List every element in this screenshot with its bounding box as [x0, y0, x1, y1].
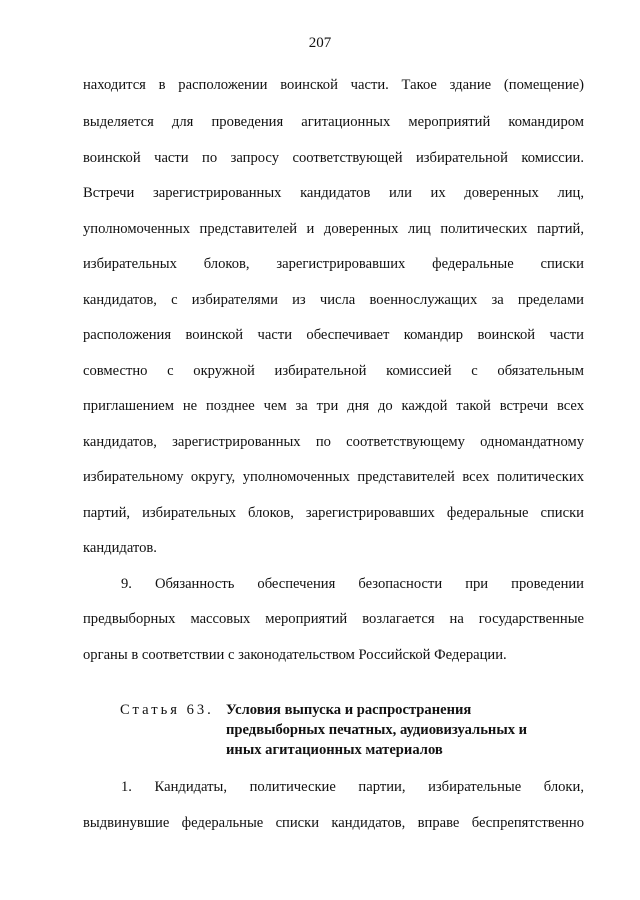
article-title-line: Условия выпуска и распространения [226, 702, 472, 718]
text-line: уполномоченных представителей и доверенных лиц политических партий, [83, 221, 584, 237]
text-line: предвыборных массовых мероприятий возлагается на государственные [83, 611, 584, 627]
text-line: органы в соответствии с законодательством Российской Федерации. [83, 647, 507, 663]
article-title-line: иных агитационных материалов [226, 742, 443, 758]
text-line: приглашением не позднее чем за три дня до каждой такой встречи всех [83, 398, 584, 414]
text-line: кандидатов. [83, 540, 157, 556]
page-number: 207 [308, 35, 332, 51]
text-line: воинской части по запросу соответствующей избирательной комиссии. [83, 150, 584, 166]
text-line: избирательному округу, уполномоченных представителей всех политических [83, 469, 584, 485]
text-line: выдвинувшие федеральные списки кандидатов, вправе беспрепятственно [83, 815, 584, 831]
article-title-line: предвыборных печатных, аудиовизуальных и [226, 722, 528, 738]
text-line: кандидатов, с избирателями из числа военнослужащих за пределами [83, 292, 584, 308]
text-line: избирательных блоков, зарегистрировавших федеральные списки [83, 256, 584, 272]
text-line: Встречи зарегистрированных кандидатов или их доверенных лиц, [83, 185, 584, 201]
text-line: расположения воинской части обеспечивает командир воинской части [83, 327, 584, 343]
text-line: выделяется для проведения агитационных мероприятий командиром [83, 114, 584, 130]
article-label: Статья 63. [120, 702, 214, 718]
text-line: кандидатов, зарегистрированных по соответствующему одномандатному [83, 434, 584, 450]
text-line: совместно с окружной избирательной комиссией с обязательным [83, 363, 584, 379]
text-line: 1. Кандидаты, политические партии, избирательные блоки, [121, 779, 584, 795]
text-line: партий, избирательных блоков, зарегистрировавших федеральные списки [83, 505, 584, 521]
text-line: находится в расположении воинской части. Такое здание (помещение) [83, 77, 584, 93]
text-line: 9. Обязанность обеспечения безопасности при проведении [121, 576, 584, 592]
